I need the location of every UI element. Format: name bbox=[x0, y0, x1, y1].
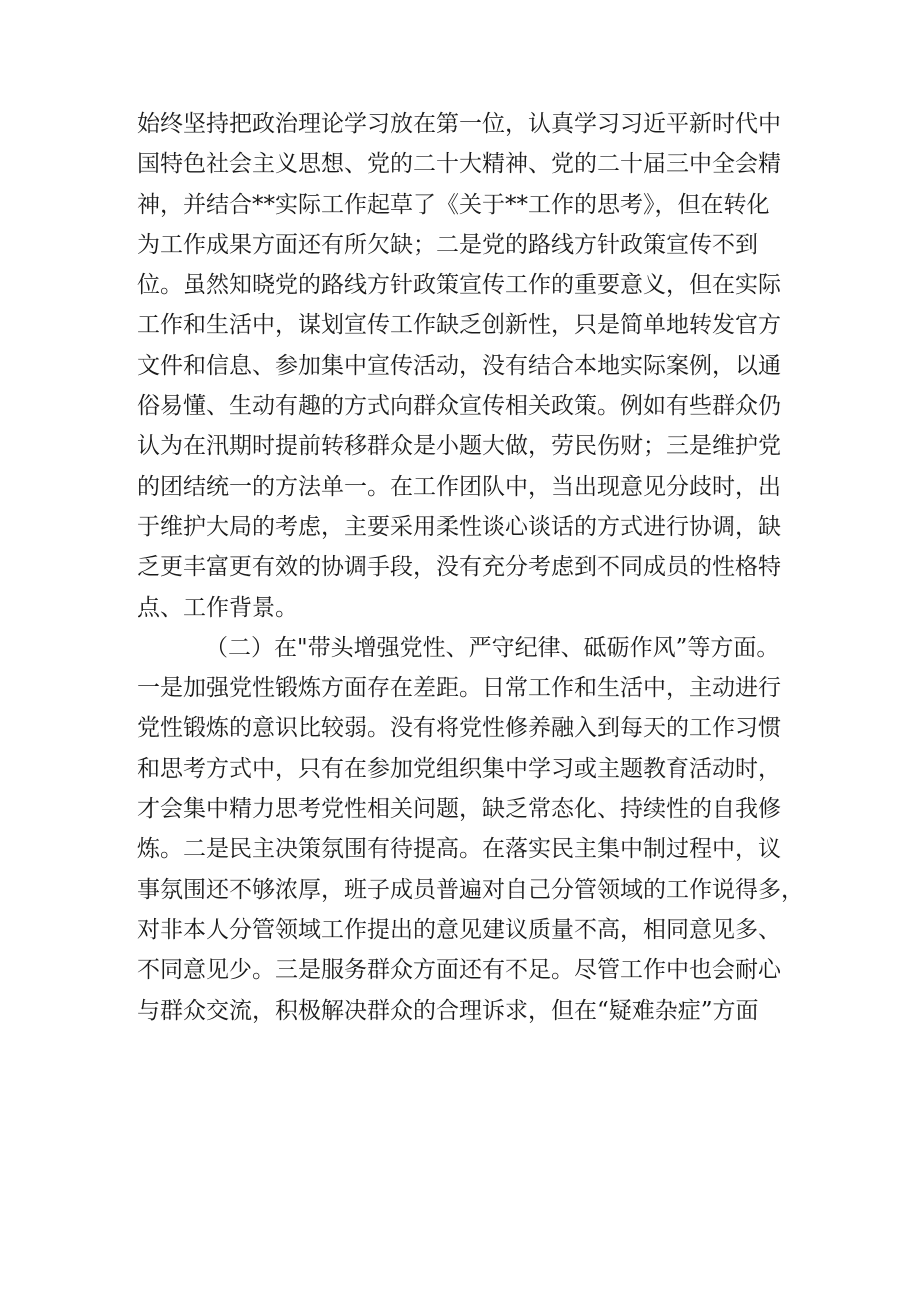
body-line: 认为在汛期时提前转移群众是小题大做，劳民伤财；三是维护党 bbox=[137, 433, 781, 460]
body-line: 俗易懂、生动有趣的方式向群众宣传相关政策。例如有些群众仍 bbox=[137, 393, 781, 420]
body-line: 点、工作背景。 bbox=[137, 594, 298, 621]
section-heading: （二）在"带头增强党性、严守纪律、砥砺作风”等方面。 bbox=[205, 634, 780, 661]
body-line: 国特色社会主义思想、党的二十大精神、党的二十届三中全会精 bbox=[137, 151, 781, 178]
body-line: 党性锻炼的意识比较弱。没有将党性修养融入到每天的工作习惯 bbox=[137, 715, 781, 742]
body-line: 事氛围还不够浓厚，班子成员普遍对自己分管领域的工作说得多， bbox=[137, 876, 804, 903]
body-line: 与群众交流，积极解决群众的合理诉求，但在“疑难杂症”方面 bbox=[137, 997, 759, 1024]
body-line: 才会集中精力思考党性相关问题，缺乏常态化、持续性的自我修 bbox=[137, 796, 781, 823]
body-line: 为工作成果方面还有所欠缺；二是党的路线方针政策宣传不到 bbox=[137, 231, 758, 258]
body-line: 对非本人分管领域工作提出的意见建议质量不高，相同意见多、 bbox=[137, 916, 781, 943]
body-line: 一是加强党性锻炼方面存在差距。日常工作和生活中，主动进行 bbox=[137, 675, 781, 702]
body-line: 和思考方式中，只有在参加党组织集中学习或主题教育活动时， bbox=[137, 755, 781, 782]
document-body bbox=[137, 104, 804, 1031]
body-line: 工作和生活中，谋划宣传工作缺乏创新性，只是简单地转发官方 bbox=[137, 312, 781, 339]
body-line: 炼。二是民主决策氛围有待提高。在落实民主集中制过程中，议 bbox=[137, 836, 781, 863]
body-line: 文件和信息、参加集中宣传活动，没有结合本地实际案例，以通 bbox=[137, 352, 781, 379]
body-line: 乏更丰富更有效的协调手段，没有充分考虑到不同成员的性格特 bbox=[137, 554, 781, 581]
body-line: 于维护大局的考虑，主要采用柔性谈心谈话的方式进行协调，缺 bbox=[137, 513, 781, 540]
body-line: 的团结统一的方法单一。在工作团队中，当出现意见分歧时，出 bbox=[137, 473, 781, 500]
body-line: 不同意见少。三是服务群众方面还有不足。尽管工作中也会耐心 bbox=[137, 957, 781, 984]
body-line: 神，并结合**实际工作起草了《关于**工作的思考》，但在转化 bbox=[137, 191, 770, 218]
body-line: 始终坚持把政治理论学习放在第一位，认真学习习近平新时代中 bbox=[137, 111, 781, 137]
body-line: 位。虽然知晓党的路线方针政策宣传工作的重要意义，但在实际 bbox=[137, 272, 781, 299]
